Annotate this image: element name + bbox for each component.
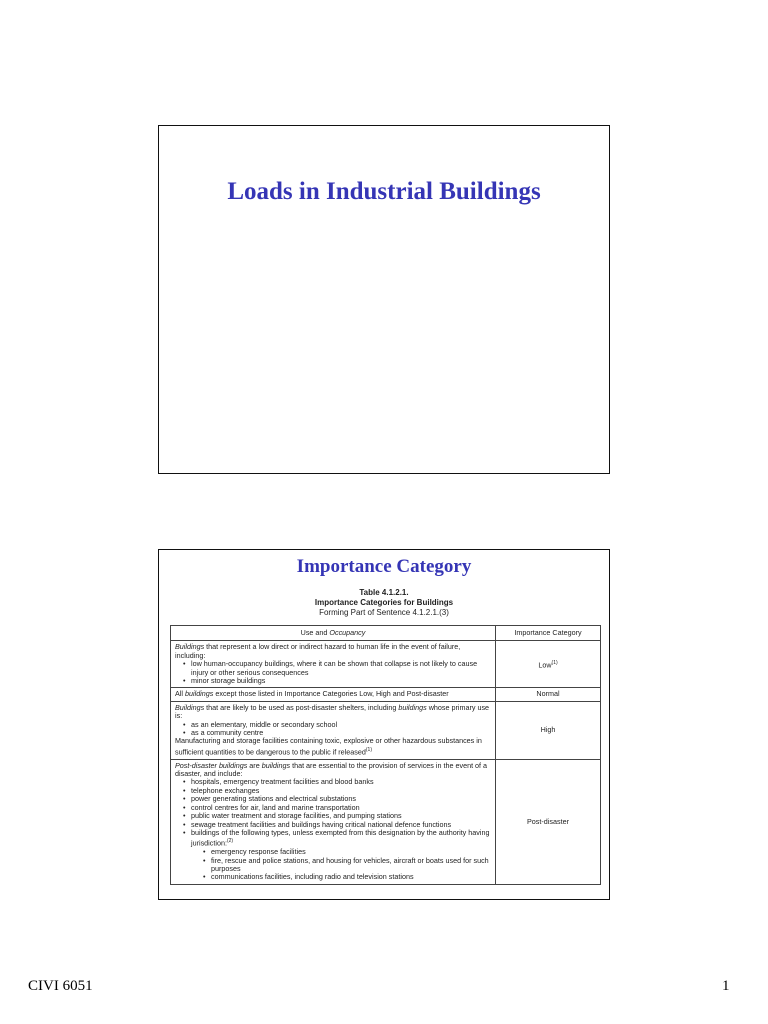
- row-high-intro: [175, 704, 491, 721]
- intro-text: whose primary use is:: [175, 702, 490, 721]
- text-part: All: [175, 689, 185, 699]
- italic-buildings: Buildings: [175, 702, 205, 712]
- intro-text: that are essential to the provision of services in the event of a disaster, and include:: [175, 760, 488, 779]
- row-low-description: [171, 641, 496, 688]
- list-item: • sewage treatment facilities and buildings having critical national defence functions: [191, 821, 491, 829]
- intro-text: that represent a low direct or indirect hazard to human life in the event of failure, including:: [175, 642, 461, 660]
- slide-title-heading: Loads in Industrial Buildings: [227, 178, 541, 205]
- row-high-category: High: [496, 701, 601, 759]
- list-item: • control centres for air, land and marine transportation: [191, 804, 491, 812]
- row-low-intro: [175, 643, 491, 660]
- table-row: [171, 759, 601, 884]
- row-postdisaster-sublist: [191, 848, 491, 882]
- table-title: Importance Categories for Buildings: [314, 598, 454, 607]
- header-occupancy-text: Occupancy: [329, 628, 366, 637]
- row-postdisaster-category: Post-disaster: [496, 759, 601, 884]
- header-use-occupancy: [171, 626, 496, 641]
- intro-text: are: [247, 760, 262, 770]
- header-importance-category: Importance Category: [496, 626, 601, 641]
- slide-importance-heading: Importance Category: [296, 556, 472, 577]
- header-use-text: Use and: [300, 628, 330, 637]
- category-text: Low: [538, 660, 552, 670]
- text-part: except those listed in Importance Categories Low, High and Post-disaster: [213, 689, 449, 699]
- table-row: [171, 701, 601, 759]
- italic-buildings: buildings: [185, 689, 214, 699]
- outro-text: Manufacturing and storage facilities containing toxic, explosive or other hazardous substances in sufficient quantities to be dangerous to the public if released: [175, 736, 482, 757]
- sub-list-item: • emergency response facilities: [211, 848, 491, 856]
- list-item: [191, 829, 491, 882]
- footer-page-number: 1: [722, 978, 730, 994]
- row-normal-description: [171, 688, 496, 701]
- list-item: • power generating stations and electrical substations: [191, 795, 491, 803]
- list-item: • low human-occupancy buildings, where it can be shown that collapse is not likely to cause injury or other serious consequences: [191, 660, 491, 677]
- row-low-category: [496, 641, 601, 688]
- sub-list-item: • communications facilities, including radio and television stations: [211, 873, 491, 881]
- table-row: [171, 641, 601, 688]
- row-normal-category: Normal: [496, 688, 601, 701]
- footnote-marker: (1): [365, 746, 372, 753]
- table-header-row: [171, 626, 601, 641]
- italic-buildings: buildings: [261, 760, 291, 770]
- list-item: • minor storage buildings: [191, 677, 491, 685]
- row-high-description: [171, 701, 496, 759]
- slide-title: [158, 125, 610, 474]
- list-item: • hospitals, emergency treatment facilities and blood banks: [191, 778, 491, 786]
- italic-buildings: Buildings: [175, 642, 205, 652]
- table-row: [171, 688, 601, 701]
- list-item-text: buildings of the following types, unless exempted from this designation by the authority having jurisdiction:: [191, 827, 490, 848]
- slide-importance-category: [158, 549, 610, 900]
- row-postdisaster-description: [171, 759, 496, 884]
- italic-buildings: buildings: [398, 702, 427, 712]
- row-postdisaster-intro: [175, 762, 491, 779]
- list-item: • as a community centre: [191, 729, 491, 737]
- table-number: Table 4.1.2.1.: [359, 588, 409, 597]
- list-item: • public water treatment and storage facilities, and pumping stations: [191, 812, 491, 820]
- footnote-marker: (2): [226, 838, 234, 845]
- importance-table: [170, 625, 601, 885]
- list-item: • as an elementary, middle or secondary school: [191, 721, 491, 729]
- sub-list-item: • fire, rescue and police stations, and housing for vehicles, aircraft or boats used for such purposes: [211, 857, 491, 874]
- row-low-list: [175, 660, 491, 685]
- footer-course-code: CIVI 6051: [28, 978, 93, 994]
- row-high-outro: [175, 737, 491, 756]
- row-postdisaster-list: [175, 778, 491, 881]
- intro-text: that are likely to be used as post-disaster shelters, including: [204, 702, 399, 712]
- row-high-list: [175, 721, 491, 738]
- list-item: • telephone exchanges: [191, 787, 491, 795]
- table-subtitle: Forming Part of Sentence 4.1.2.1.(3): [319, 608, 449, 617]
- italic-post-disaster-buildings: Post-disaster buildings: [175, 760, 248, 770]
- footnote-marker: (1): [551, 660, 558, 667]
